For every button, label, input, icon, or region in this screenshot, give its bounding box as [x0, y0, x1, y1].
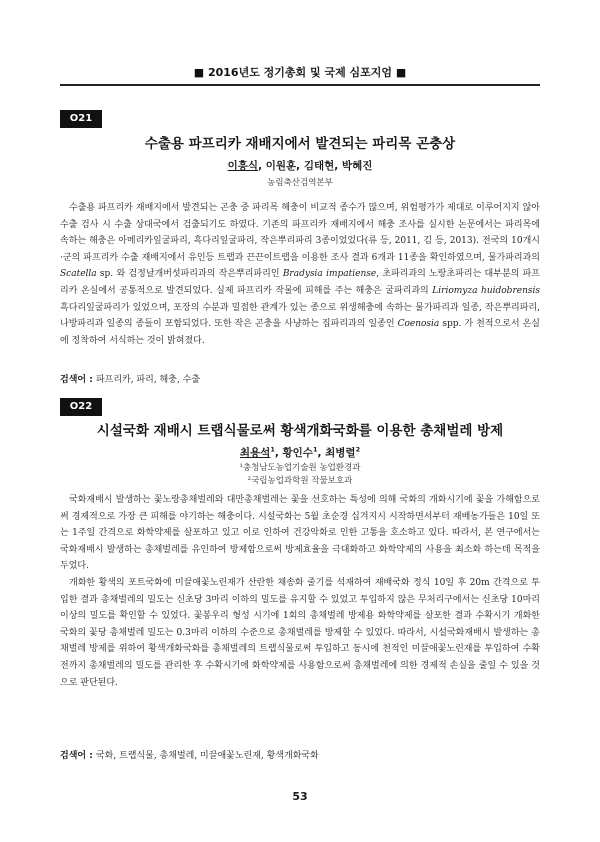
author-name: 최용석 — [239, 447, 271, 459]
header-rule — [60, 84, 540, 86]
abstract-title: 수출용 파프리카 재배지에서 발견되는 파리목 곤충상 — [144, 136, 456, 152]
keywords-value: 국화, 트랩식물, 총채벌레, 미끌애꽃노린재, 황색개화국화 — [95, 751, 319, 761]
keywords-value: 파프리카, 파리, 해충, 수출 — [95, 375, 201, 385]
author-affil-mark: 1 — [270, 445, 275, 454]
author-name: 최병렬 — [325, 447, 356, 459]
affiliation: ²국립농업과학원 작물보호과 — [247, 476, 353, 486]
author-list: 이흥식, 이원훈, 김태현, 박혜진 — [227, 160, 373, 172]
affiliation: 농림축산검역본부 — [267, 178, 333, 188]
species-name: Liriomyza huidobrensis — [432, 285, 540, 296]
abstract-paragraph: 개화한 황색의 포트국화에 미끌애꽃노린재가 산란한 채송화 줄기를 석재하여 재배국화 정식 10일 후 20m 간격으로 투입한 결과 총채벌레의 밀도는 신초당 3마리 이하의 밀도를 유지할 수 있었고 투입하지 않은 무처리구에서는 신초당 10마리 이상의 밀도를 확인할 수 있었다. 꽃봉우리 형성 시기에 1회의 총채벌레 방제용 화학약제를 살포한 결과 수확시기 개화한 국화의 꽃당 총채벌레 밀도는 0.3마리 이하의 수준으로 총채벌레를 방제할 수 있었다. 따라서, 시설국화재배시 발생하는 총채벌레 방제를 위하여 황색개화국화를 총채벌레의 트랩식물로써 투입하고 동시에 천적인 미끌애꽃노린재를 투입하여 수확전까지 총채벌레의 밀도를 관리한 후 수확시기에 화학약제를 사용함으로써 총채벌레에 의한 경제적 손실을 줄일 수 있을 것으로 판단된다. — [60, 577, 540, 688]
author-name: 이원훈 — [265, 160, 297, 172]
author-list: 최용석$^1$, 황인수$^1$, 최병렬$^2$ — [239, 445, 361, 459]
affiliation-block — [60, 462, 540, 488]
abstract-code-badge: O22 — [60, 398, 102, 416]
keywords-line — [60, 372, 540, 385]
keywords-label: 검색어 : — [60, 375, 96, 385]
author-name: 이흥식 — [227, 160, 259, 172]
author-affil-mark: 2 — [355, 445, 361, 454]
page-number: 53 — [292, 790, 308, 803]
abstract-title: 시설국화 재배시 트랩식물로써 황색개화국화를 이용한 총채벌레 방제 — [96, 423, 504, 439]
author-name: 황인수 — [282, 447, 313, 459]
abstract-code-badge: O21 — [60, 110, 102, 128]
affiliation: ¹충청남도농업기술원 농업환경과 — [239, 463, 361, 473]
abstract-body — [60, 492, 540, 691]
species-name: Scatella — [60, 269, 97, 280]
species-name: Coenosia — [397, 319, 440, 330]
keywords-line — [60, 748, 540, 761]
page-header: ■ 2016년도 정기총회 및 국제 심포지엄 ■ — [193, 66, 407, 79]
species-name: Bradysia impatiense — [282, 269, 377, 280]
abstract-body — [60, 200, 540, 349]
author-name: 김태현 — [303, 160, 335, 172]
author-name: 박혜진 — [341, 160, 373, 172]
abstract-paragraph: 국화재배시 발생하는 꽃노랑총채벌레와 대만총채벌레는 꽃을 선호하는 특성에 의해 국화의 개화시기에 꽃을 가해함으로써 경제적으로 가장 큰 피해를 야기하는 해충이다. 시설국화는 5월 초순경 십겨지시 시작하면서부터 재배농가들은 10일 또는 1주일 간격으로 화학약제를 살포하고 있고 이로 인하여 건강악화로 인한 고통을 호소하고 있다. 따라서, 본 연구에서는 국화재배시 발생하는 총채벌레를 유인하여 방제함으로써 방제효율을 극대화하고 화학약제의 사용을 최소화 하는데 목적을 두었다. — [60, 495, 540, 572]
author-affil-mark: 1 — [312, 445, 318, 454]
keywords-label: 검색어 : — [60, 751, 96, 761]
abstract-paragraph: 수출용 파프리카 재배지에서 발견되는 곤충 중 파리목 해충이 비교적 종수가 많으며, 위험평가가 제대로 이루어지지 않아 수출 검사 시 수출 상대국에서 검출되기도 하였다. 기존의 파프리카 재배지에서 해충 조사를 실시한 논문에서는 파리목에 속하는 해충은 아메리카잎굴파리, 흑다리잎굴파리, 작은뿌리파리 3종이었었다(류 등, 2011, 김 등, 2013). 전국의 10개시·군의 파프리카 수출 재배지에서 유인등 트랩과 끈끈이트랩을 이용한 조사 결과 6개과 11종을 확인하였으며, 물가파리과의 Scatella sp. 와 검정날개버섯파리과의 작은뿌리파리인 Bradysia impatiense, 초파리과의 노랑초파리는 대부분의 파프리카 온실에서 공통적으로 발견되었다. 실제 파프리카 작물에 피해를 주는 해충은 굴파리과의 Liriomyza huidobrensis 흑다리잎굴파리가 있었으며, 포장의 수분과 밀접한 관계가 있는 종으로 위생해충에 속하는 물가파리과 일종, 작은뿌리파리, 나방파리과 일종의 종들이 포함되었다. 또한 작은 곤충을 사냥하는 집파리과의 일종인 Coenosia spp. 가 천적으로서 온실에 정착하여 서식하는 것이 밝혀졌다. — [60, 203, 541, 346]
